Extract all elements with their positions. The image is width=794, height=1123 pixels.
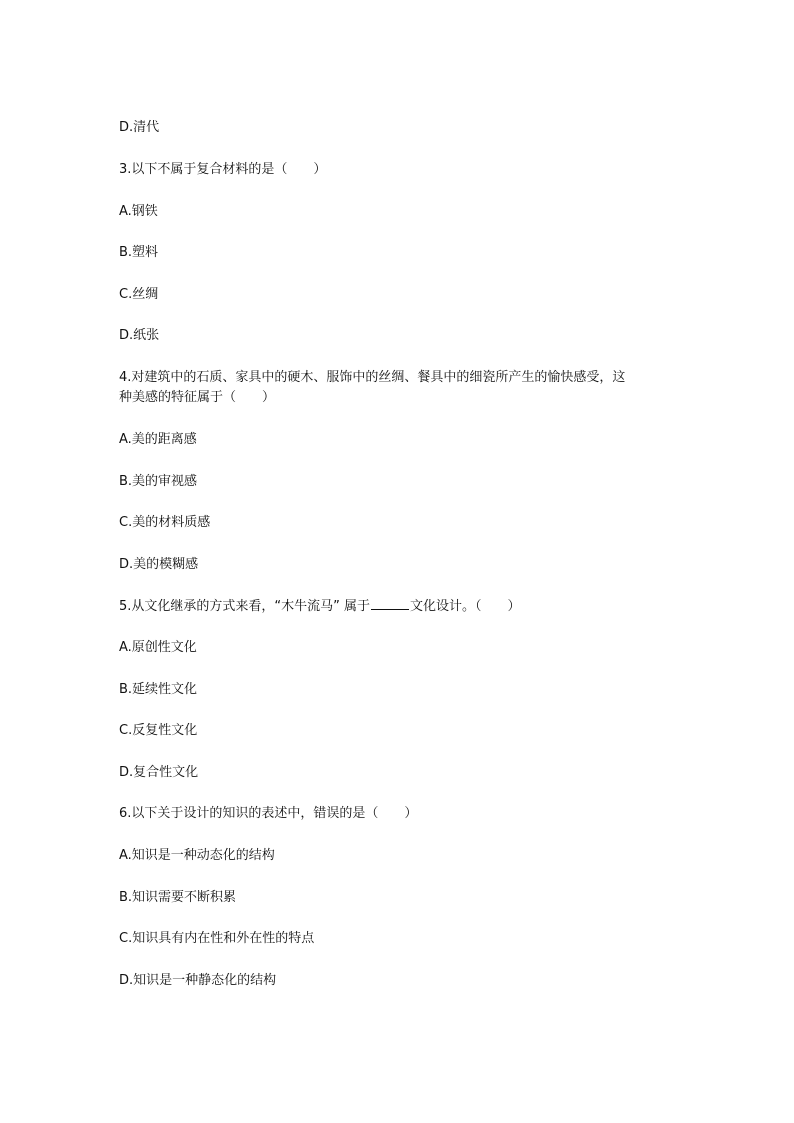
q4-option-c: C.美的材料质感 bbox=[119, 515, 211, 530]
q3-option-d: D.纸张 bbox=[119, 328, 160, 343]
q4-option-d: D.美的模糊感 bbox=[119, 557, 199, 572]
q5-question-suffix: 文化设计。（ ） bbox=[410, 599, 521, 614]
q6-option-d: D.知识是一种静态化的结构 bbox=[119, 973, 277, 988]
q6-option-c: C.知识具有内在性和外在性的特点 bbox=[119, 931, 315, 946]
q6-question: 6.以下关于设计的知识的表述中，错误的是（ ） bbox=[119, 806, 418, 821]
q5-option-b: B.延续性文化 bbox=[119, 682, 198, 697]
q5-option-d: D.复合性文化 bbox=[119, 765, 199, 780]
q5-question bbox=[119, 597, 521, 616]
answer-blank bbox=[371, 597, 409, 610]
q3-option-b: B.塑料 bbox=[119, 245, 159, 260]
q2-option-d: D.清代 bbox=[119, 120, 160, 135]
q4-option-b: B.美的审视感 bbox=[119, 474, 198, 489]
q4-question-line1: 4.对建筑中的石质、家具中的硬木、服饰中的丝绸、餐具中的细瓷所产生的愉快感受，这 bbox=[119, 370, 626, 385]
q6-option-b: B.知识需要不断积累 bbox=[119, 890, 237, 905]
q5-question-prefix: 5.从文化继承的方式来看，“木牛流马” 属于 bbox=[119, 599, 371, 614]
q3-option-a: A.钢铁 bbox=[119, 204, 158, 219]
q4-question-line2: 种美感的特征属于（ ） bbox=[119, 390, 276, 405]
q3-option-c: C.丝绸 bbox=[119, 287, 159, 302]
q5-option-c: C.反复性文化 bbox=[119, 723, 198, 738]
q5-option-a: A.原创性文化 bbox=[119, 640, 197, 655]
q3-question: 3.以下不属于复合材料的是（ ） bbox=[119, 162, 327, 177]
q4-option-a: A.美的距离感 bbox=[119, 432, 197, 447]
q6-option-a: A.知识是一种动态化的结构 bbox=[119, 848, 275, 863]
